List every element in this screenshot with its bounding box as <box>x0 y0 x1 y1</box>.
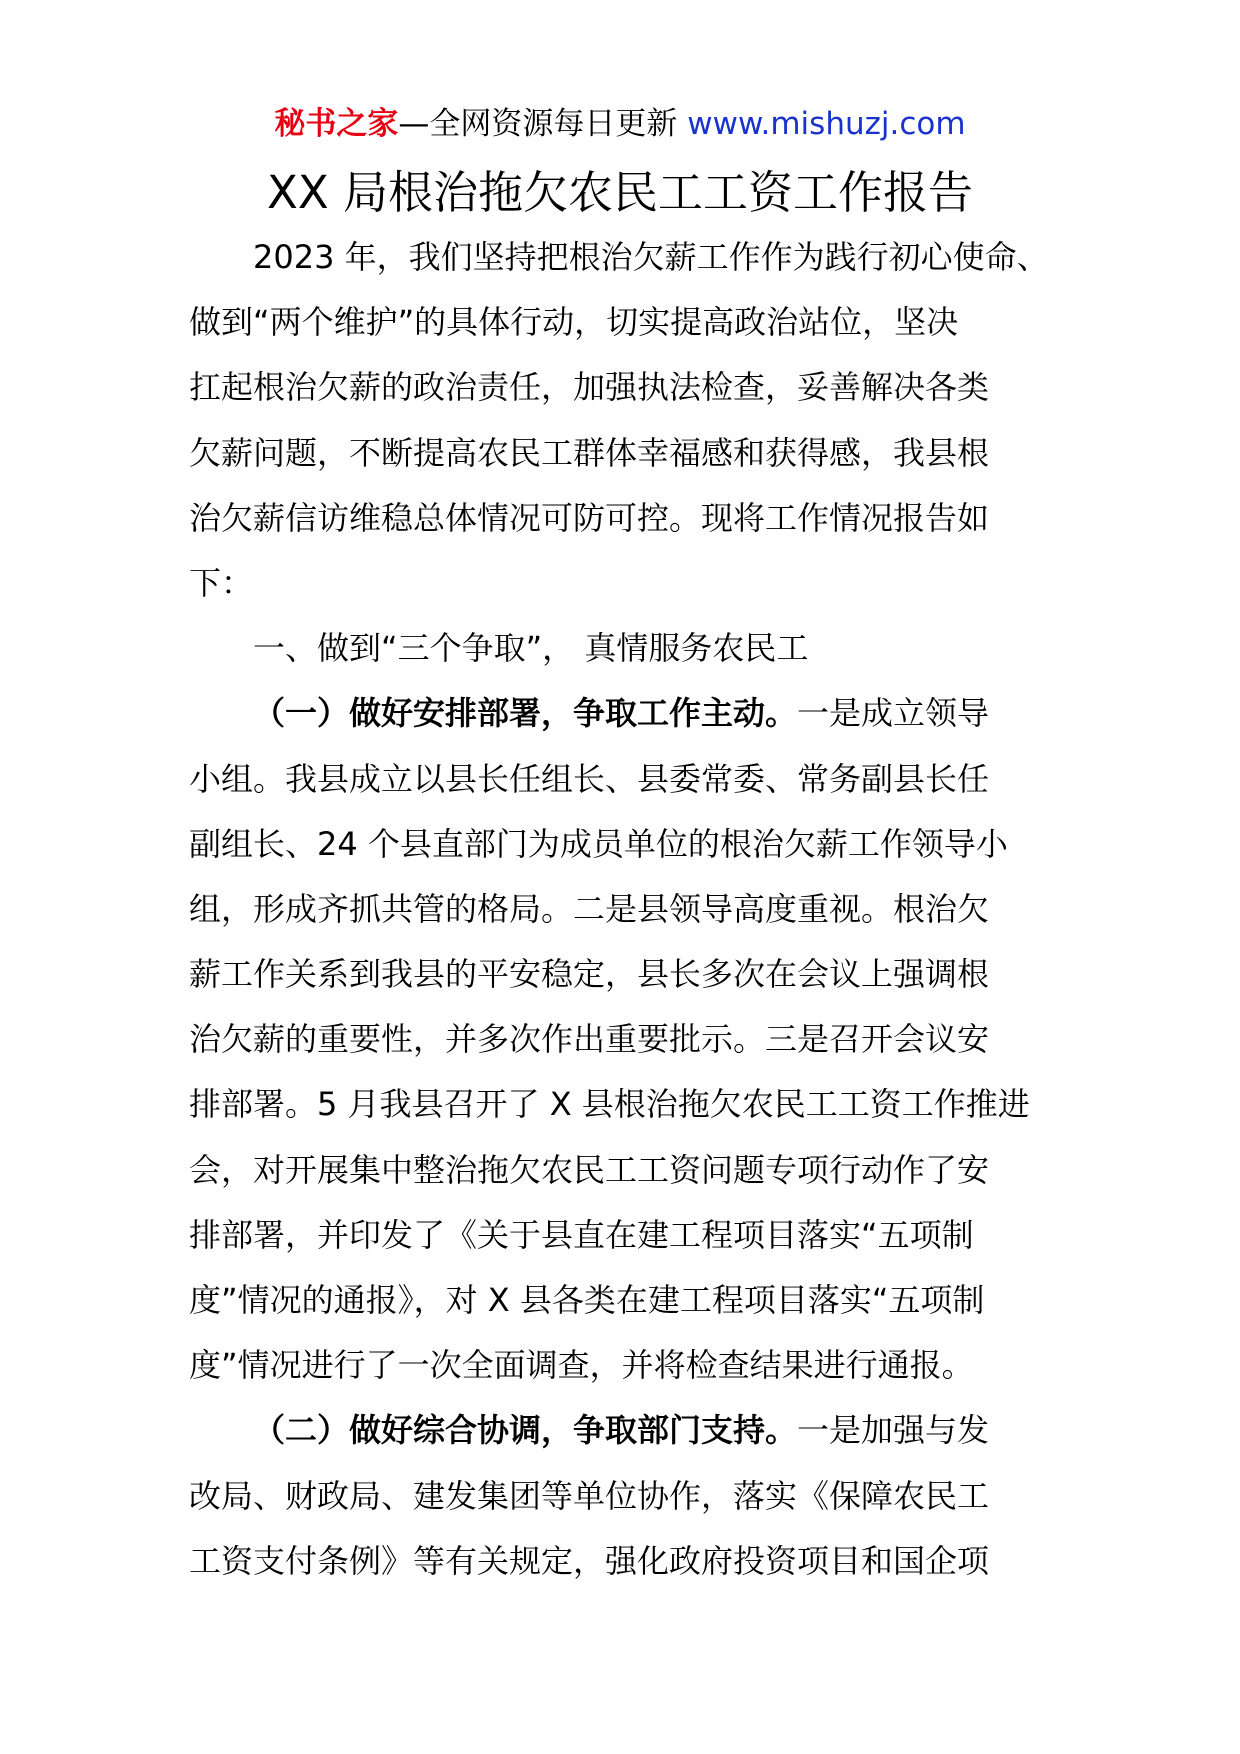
text-line <box>189 1007 1065 1072</box>
line-text: 下： <box>189 563 254 602</box>
site-tagline: —全网资源每日更新 <box>398 106 688 142</box>
text-line <box>189 1138 1065 1203</box>
text-line <box>189 355 1065 420</box>
line-text: 工资支付条例》等有关规定，强化政府投资项目和国企项 <box>189 1541 990 1580</box>
section-heading-text: 一、做到“三个争取”， 真情服务农民工 <box>253 629 809 668</box>
text-line <box>189 877 1065 942</box>
line-text: 小组。我县成立以县长任组长、县委常委、常务副县长任 <box>189 759 990 798</box>
subsection-line <box>189 1398 1065 1463</box>
line-text: 欠薪问题，不断提高农民工群体幸福感和获得感，我县根 <box>189 433 990 472</box>
line-text: 2023 年，我们坚持把根治欠薪工作作为践行初心使命、 <box>253 238 1049 276</box>
text-line <box>189 225 1065 290</box>
line-text: 做到“两个维护”的具体行动，切实提高政治站位，坚决 <box>189 303 959 342</box>
line-text: 扛起根治欠薪的政治责任，加强执法检查，妥善解决各类 <box>189 368 990 407</box>
text-line <box>189 551 1065 616</box>
text-line <box>189 486 1065 551</box>
text-line <box>189 1333 1065 1398</box>
site-banner <box>0 102 1240 146</box>
line-text: 度”情况的通报》，对 X 县各类在建工程项目落实“五项制 <box>189 1281 985 1319</box>
line-text: 排部署，并印发了《关于县直在建工程项目落实“五项制 <box>189 1215 974 1254</box>
text-line <box>189 290 1065 355</box>
line-text: 一是成立领导 <box>797 694 990 733</box>
line-text: 一是加强与发 <box>797 1411 990 1450</box>
site-name: 秘书之家 <box>274 106 399 142</box>
text-line <box>189 1464 1065 1529</box>
document-body <box>189 225 1065 1594</box>
subsection-heading: （二）做好综合协调，争取部门支持。 <box>253 1411 798 1450</box>
text-line <box>189 1268 1065 1333</box>
line-text: 治欠薪信访维稳总体情况可防可控。现将工作情况报告如 <box>189 498 990 537</box>
section-heading <box>189 616 1065 681</box>
subsection-line <box>189 681 1065 746</box>
document-title: XX 局根治拖欠农民工工资工作报告 <box>267 166 973 219</box>
line-text: 会，对开展集中整治拖欠农民工工资问题专项行动作了安 <box>189 1150 990 1189</box>
text-line <box>189 747 1065 812</box>
site-url-link[interactable]: www.mishuzj.com <box>687 106 966 142</box>
line-text: 副组长、24 个县直部门为成员单位的根治欠薪工作领导小 <box>189 824 1008 863</box>
text-line <box>189 812 1065 877</box>
text-line <box>189 1203 1065 1268</box>
line-text: 度”情况进行了一次全面调查，并将检查结果进行通报。 <box>189 1346 974 1385</box>
line-text: 组，形成齐抓共管的格局。二是县领导高度重视。根治欠 <box>189 889 990 928</box>
text-line <box>189 1529 1065 1594</box>
text-line <box>189 942 1065 1007</box>
subsection-heading: （一）做好安排部署，争取工作主动。 <box>253 694 798 733</box>
line-text: 薪工作关系到我县的平安稳定，县长多次在会议上强调根 <box>189 955 990 994</box>
text-line <box>189 421 1065 486</box>
text-line <box>189 1072 1065 1137</box>
line-text: 排部署。5 月我县召开了 X 县根治拖欠农民工工资工作推进 <box>189 1085 1030 1124</box>
line-text: 治欠薪的重要性，并多次作出重要批示。三是召开会议安 <box>189 1020 990 1059</box>
line-text: 改局、财政局、建发集团等单位协作，落实《保障农民工 <box>189 1476 990 1515</box>
